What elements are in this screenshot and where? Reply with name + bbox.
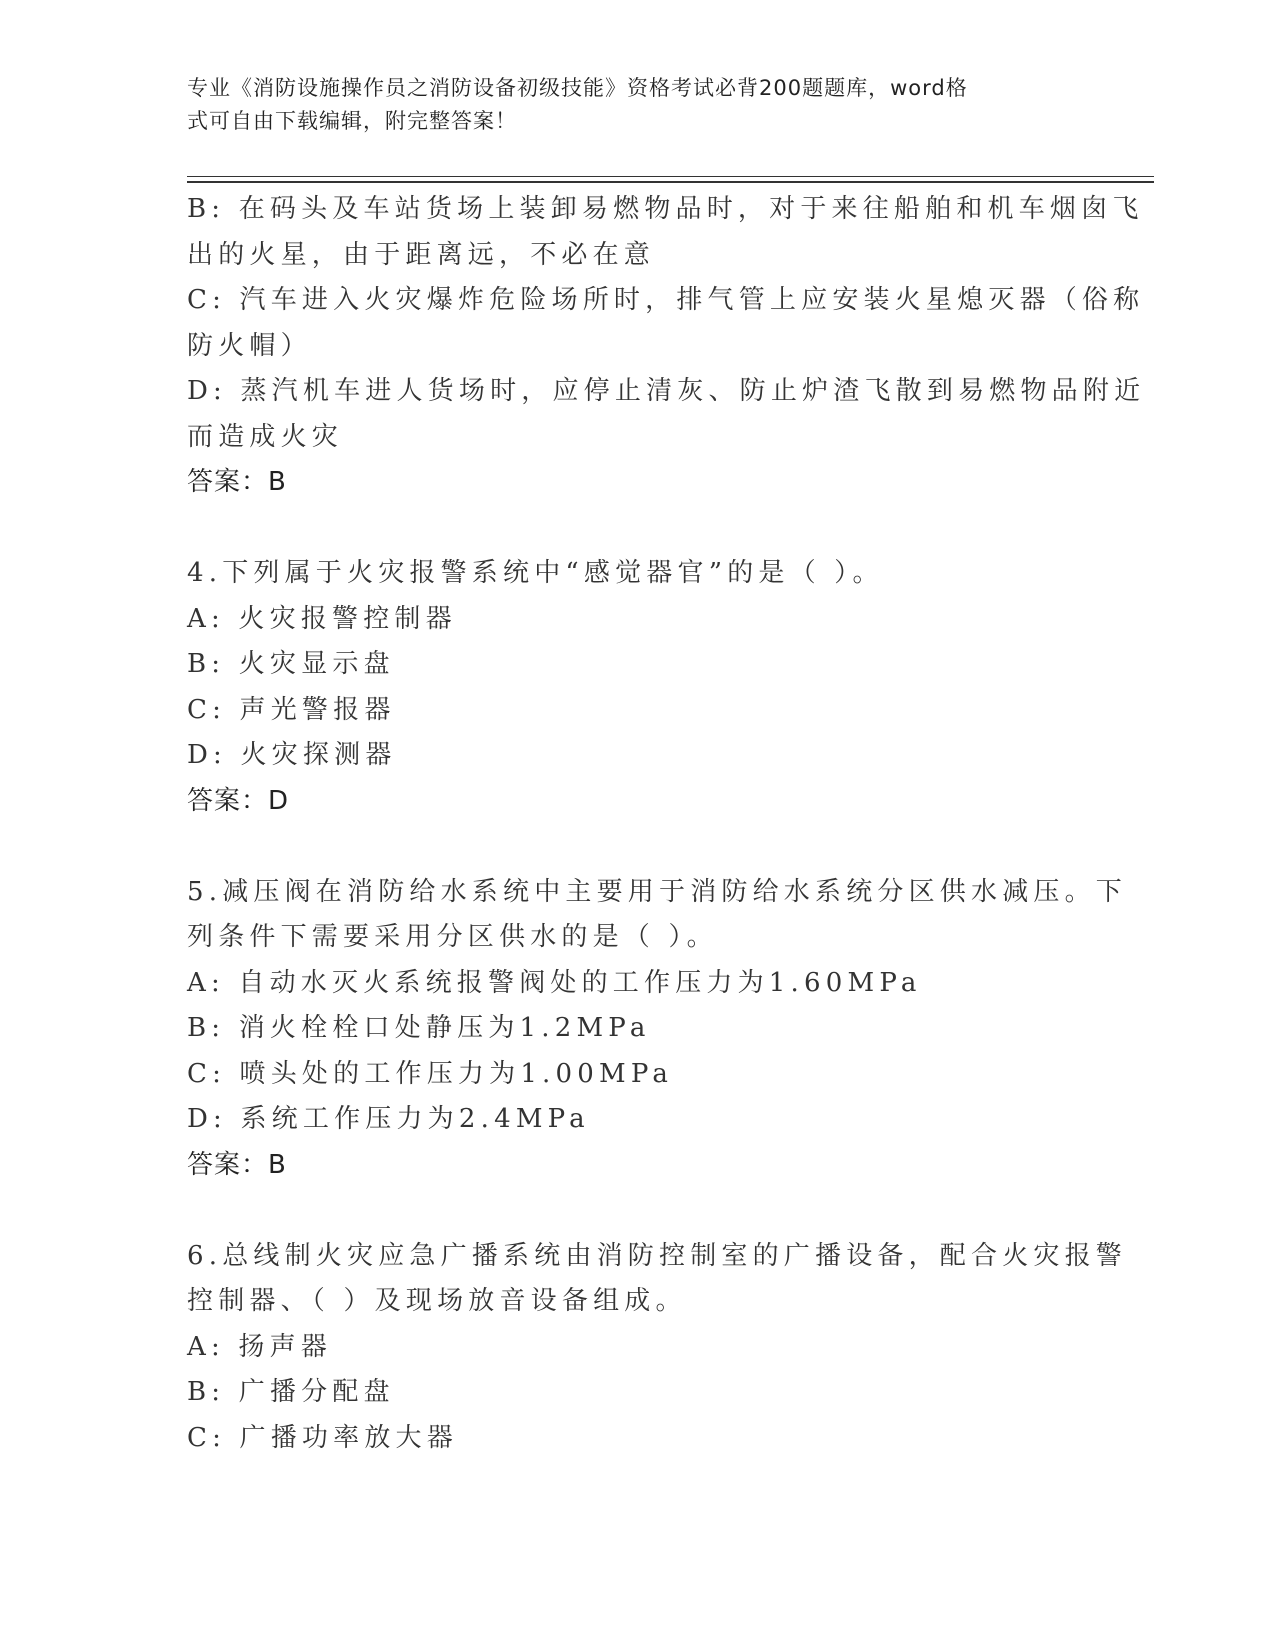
q4-option-d: D: 火灾探测器 <box>187 740 397 770</box>
q6-option-c: C: 广播功率放大器 <box>187 1422 458 1453</box>
question-4 <box>187 551 1067 824</box>
q6-option-a: A: 扬声器 <box>187 1331 333 1362</box>
q4-option-b: B: 火灾显示盘 <box>187 649 395 679</box>
q4-answer: 答案：D <box>187 785 290 816</box>
spacer <box>187 506 1067 552</box>
question-list <box>187 187 1146 1461</box>
q5-answer: 答案：B <box>187 1149 287 1180</box>
q3-answer: 答案：B <box>187 467 287 497</box>
spacer <box>187 824 1067 870</box>
q3-option-c-line-2: 防火帽） <box>187 330 312 361</box>
spacer <box>187 1188 1067 1234</box>
q3-option-d-line-2: 而造成火灾 <box>187 421 344 452</box>
header-divider-thick <box>187 181 1154 183</box>
q5-stem-line-2: 列条件下需要采用分区供水的是（ ）。 <box>187 922 718 952</box>
header-title-line-1: 专业《消防设施操作员之消防设备初级技能》资格考试必背200题题库，word格 <box>187 76 968 100</box>
q3-option-c-line-1: C: 汽车进入火灾爆炸危险场所时，排气管上应安装火星熄灭器（俗称 <box>187 285 1145 315</box>
q3-option-d-line-1: D: 蒸汽机车进人货场时，应停止清灰、防止炉渣飞散到易燃物品附近 <box>187 376 1146 406</box>
question-3-continued <box>187 187 1146 506</box>
q5-option-a: A: 自动水灭火系统报警阀处的工作压力为1.60MPa <box>187 967 922 998</box>
header-divider-thin <box>187 176 1154 177</box>
q5-option-c: C: 喷头处的工作压力为1.00MPa <box>187 1058 674 1089</box>
q5-stem-line-1: 5.减压阀在消防给水系统中主要用于消防给水系统分区供水减压。下 <box>187 876 1128 907</box>
q5-option-b: B: 消火栓栓口处静压为1.2MPa <box>187 1013 651 1043</box>
q6-stem-line-2: 控制器、（ ）及现场放音设备组成。 <box>187 1286 687 1316</box>
q4-option-c: C: 声光警报器 <box>187 694 396 725</box>
q6-stem-line-1: 6.总线制火灾应急广播系统由消防控制室的广播设备，配合火灾报警 <box>187 1240 1128 1271</box>
q4-option-a: A: 火灾报警控制器 <box>187 603 457 634</box>
header-title-line-2: 式可自由下载编辑，附完整答案！ <box>187 109 517 133</box>
q6-option-b: B: 广播分配盘 <box>187 1377 395 1407</box>
question-6 <box>187 1234 1128 1462</box>
q5-option-d: D: 系统工作压力为2.4MPa <box>187 1104 590 1134</box>
question-5 <box>187 870 1128 1189</box>
q3-option-b-line-1: B: 在码头及车站货场上装卸易燃物品时，对于来往船舶和机车烟囱飞 <box>187 194 1144 224</box>
document-header <box>187 72 1067 138</box>
q4-stem: 4.下列属于火灾报警系统中“感觉器官”的是（ ）。 <box>187 558 884 588</box>
q3-option-b-line-2: 出的火星，由于距离远，不必在意 <box>187 239 656 270</box>
